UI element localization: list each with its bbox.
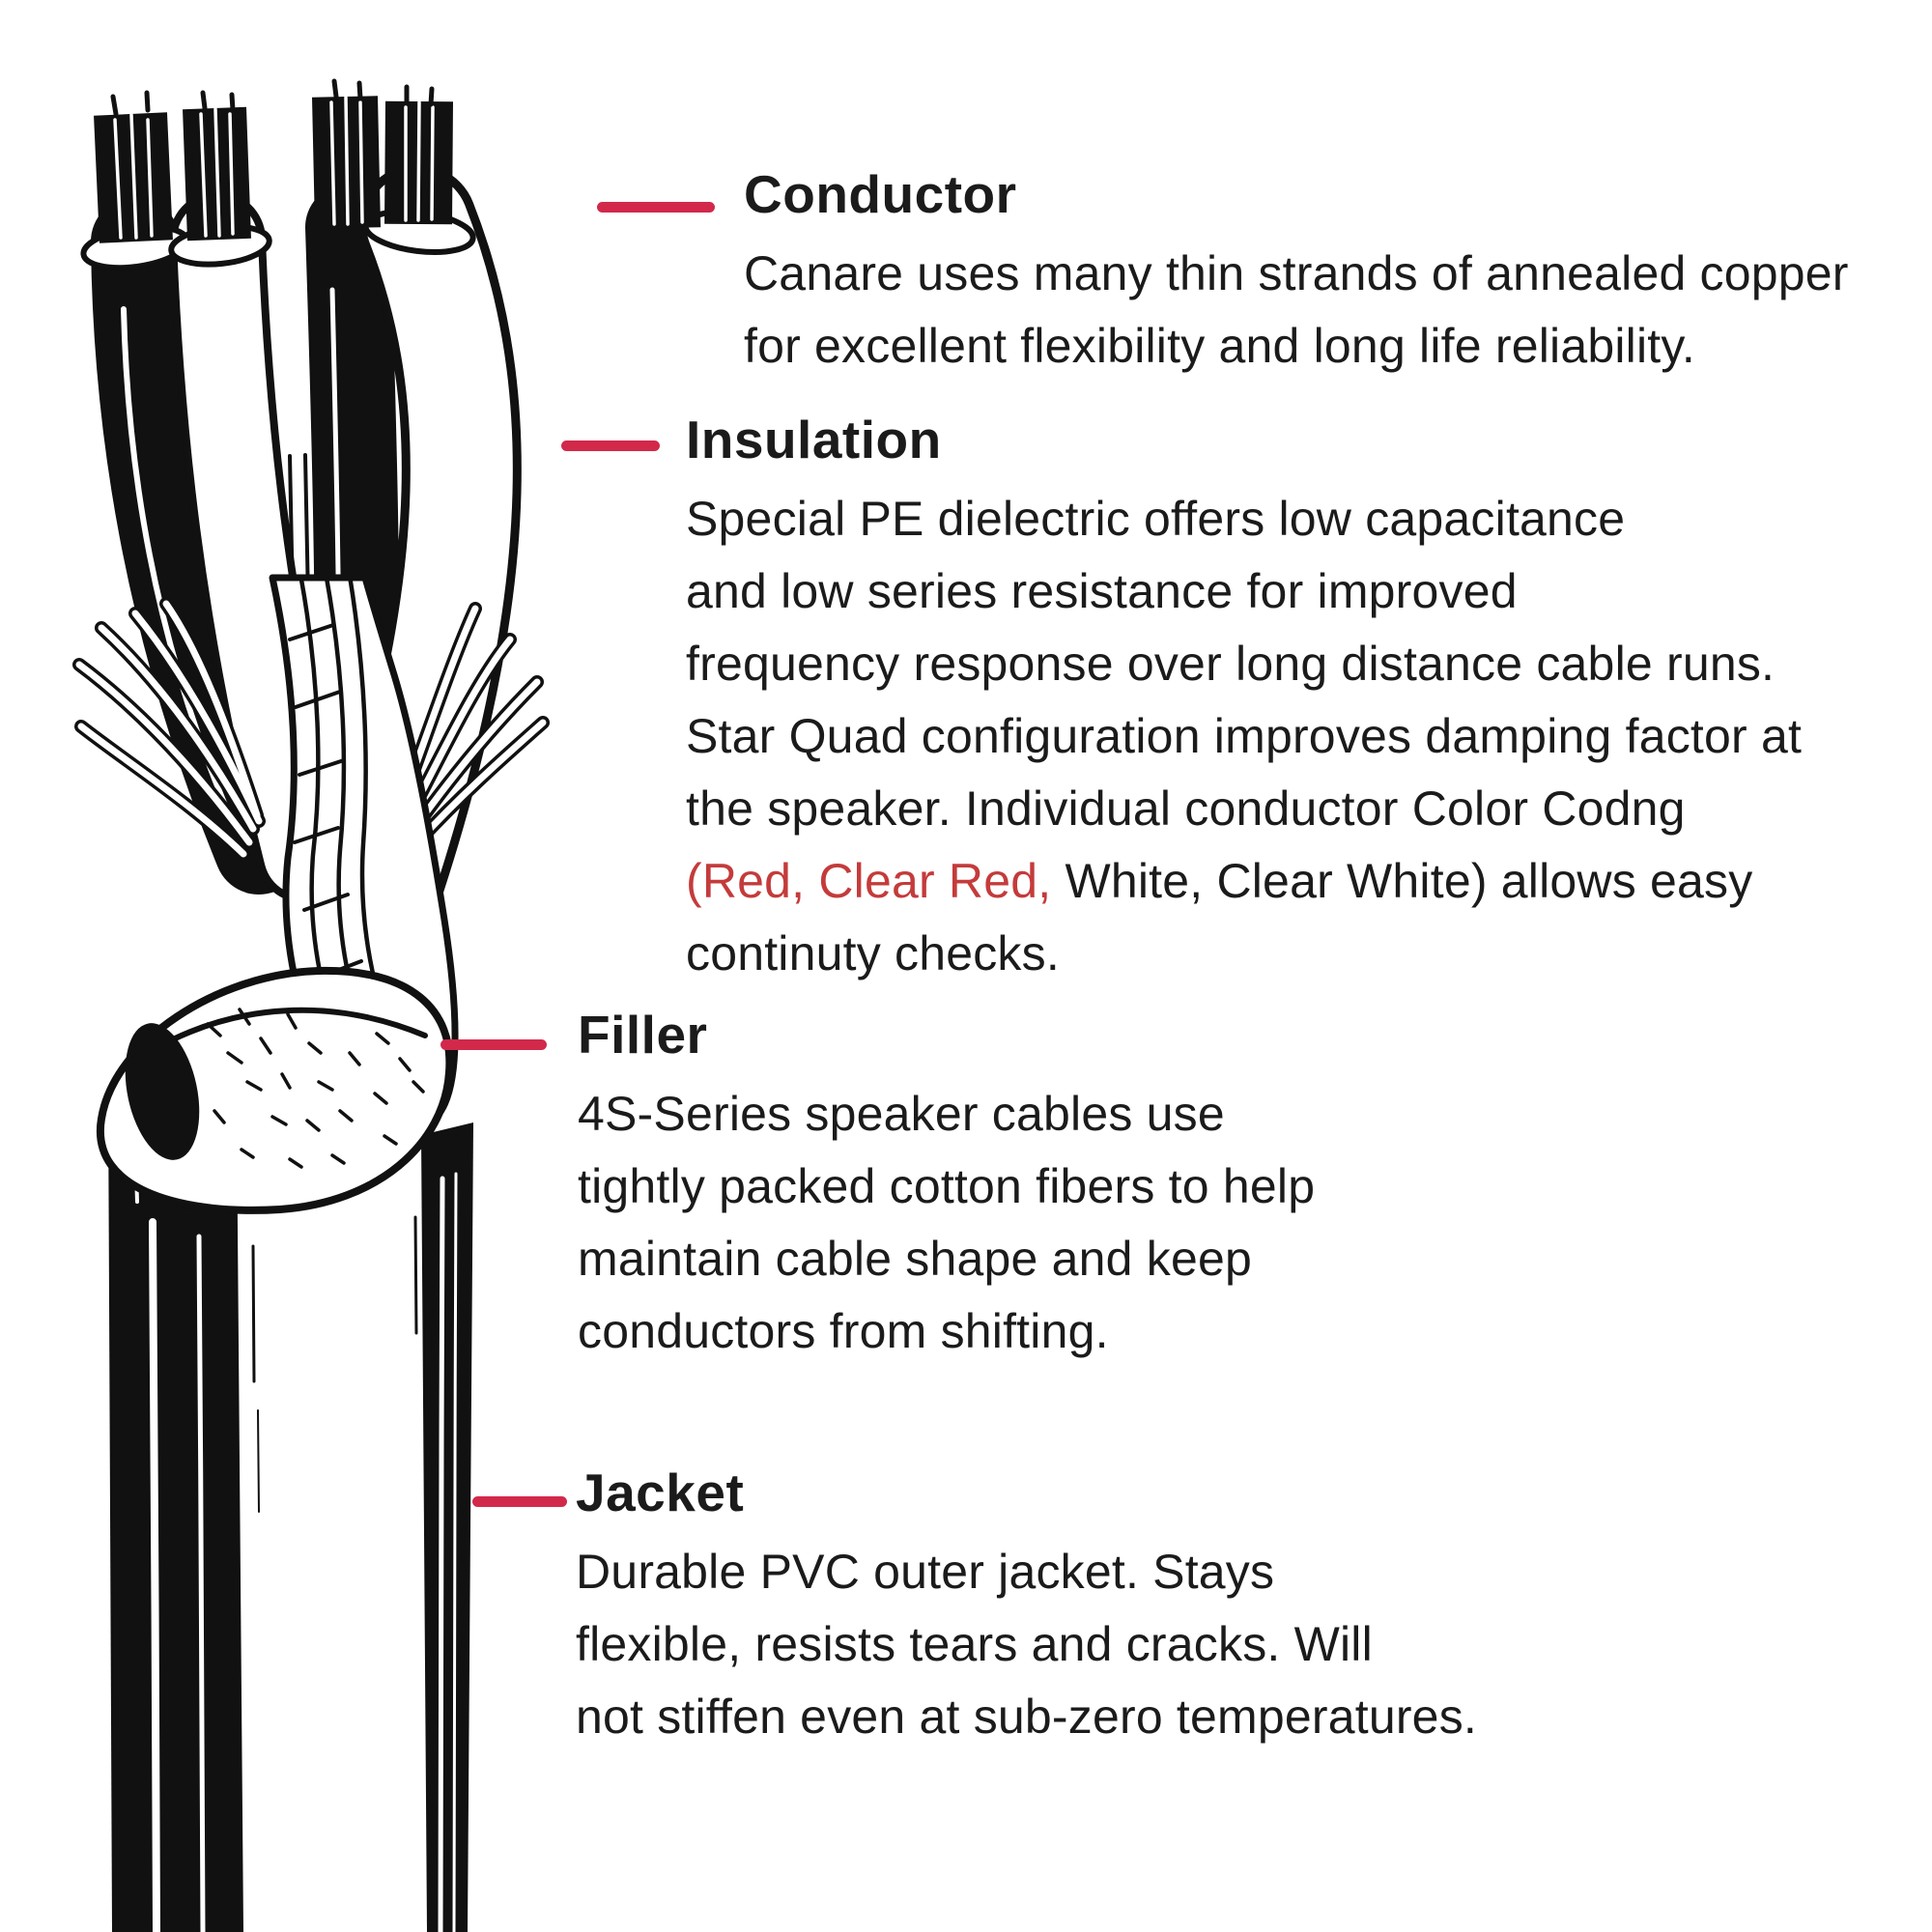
filler-heading: Filler [578, 1005, 708, 1065]
jacket-section [576, 1463, 1477, 1753]
jacket-leader-line [472, 1496, 567, 1507]
body-line: Star Quad configuration improves damping factor at [686, 709, 1803, 763]
body-line: 4S-Series speaker cables use [578, 1087, 1225, 1141]
body-line: not stiffen even at sub-zero temperatures. [576, 1690, 1477, 1744]
filler-leader-line [440, 1039, 547, 1050]
conductor-leader-line [597, 202, 715, 213]
body-line: the speaker. Individual conductor Color Codng [686, 781, 1686, 836]
filler-wrap [100, 971, 449, 1210]
body-line: and low series resistance for improved [686, 564, 1518, 618]
body-line: for excellent flexibility and long life reliability. [744, 319, 1695, 373]
body-line: Special PE dielectric offers low capacitance [686, 492, 1626, 546]
body-line: (Red, Clear Red, White, Clear White) allows easy [686, 854, 1753, 908]
conductor-strands [113, 81, 433, 242]
cable-illustration [0, 0, 638, 1932]
body-line: continuty checks. [686, 926, 1060, 980]
body-line: Durable PVC outer jacket. Stays [576, 1545, 1275, 1599]
body-line: frequency response over long distance cable runs. [686, 637, 1776, 691]
filler-description [578, 1078, 1315, 1368]
insulation-heading: Insulation [686, 410, 942, 469]
body-line: conductors from shifting. [578, 1304, 1109, 1358]
insulation-section [686, 410, 1802, 990]
conductor-section [744, 164, 1849, 383]
body-line: flexible, resists tears and cracks. Will [576, 1617, 1373, 1671]
pvc-jacket-edge-lines [253, 1217, 416, 1512]
body-line: maintain cable shape and keep [578, 1232, 1252, 1286]
pvc-jacket [108, 1092, 473, 1932]
insulation-description [686, 483, 1802, 990]
conductor-heading: Conductor [744, 164, 1017, 224]
filler-section [578, 1005, 1315, 1368]
body-line: Canare uses many thin strands of annealed copper [744, 246, 1849, 300]
jacket-description [576, 1536, 1477, 1753]
body-line: tightly packed cotton fibers to help [578, 1159, 1316, 1213]
conductor-description [744, 238, 1849, 383]
insulation-leader-line [561, 440, 660, 451]
jacket-heading: Jacket [576, 1463, 745, 1522]
